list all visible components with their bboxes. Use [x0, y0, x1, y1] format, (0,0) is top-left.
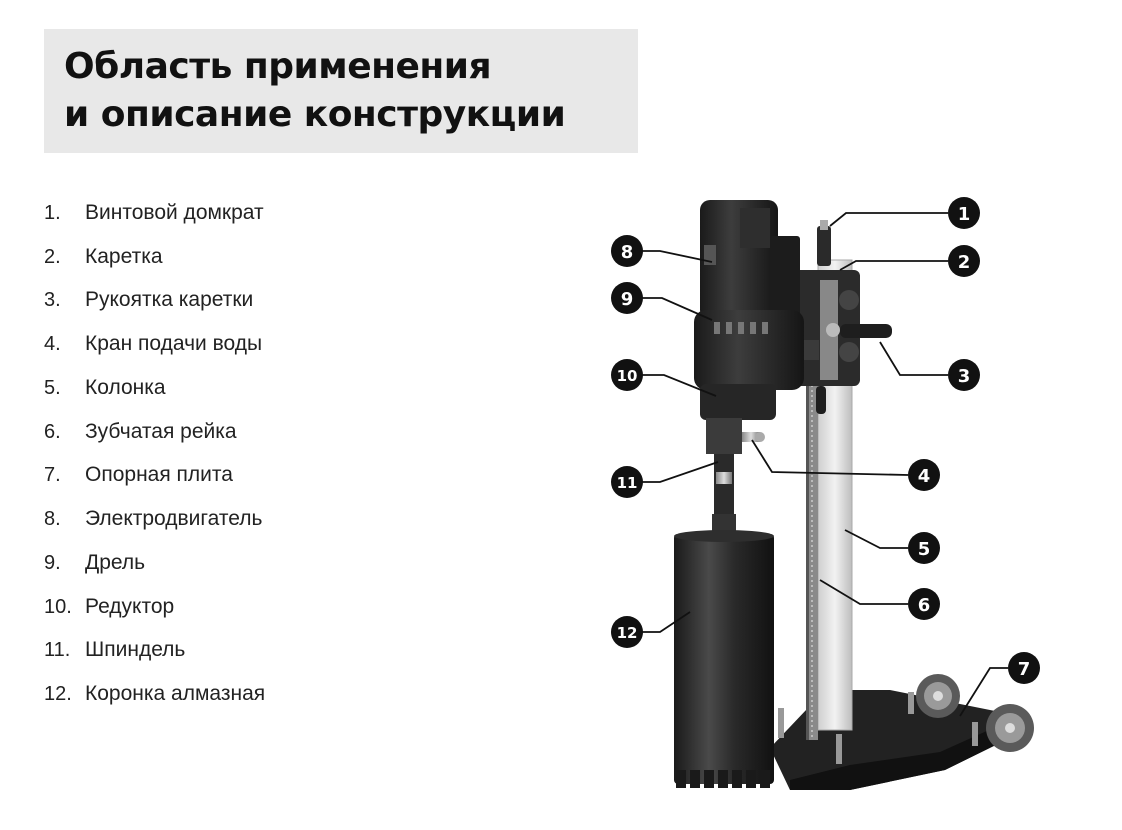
callout-label: 3	[957, 366, 971, 387]
screw-jack	[817, 220, 831, 266]
legend-number: 1.	[44, 202, 61, 224]
water-tap	[742, 432, 765, 442]
legend-label: Шпиндель	[85, 638, 186, 661]
legend-number: 9.	[44, 552, 61, 574]
diamond-core-bit	[674, 530, 774, 788]
callout-10	[611, 359, 643, 391]
callout-1	[948, 197, 980, 229]
legend-label: Рукоятка каретки	[85, 288, 254, 311]
legend-number: 7.	[44, 464, 61, 486]
legend-label: Опорная плита	[85, 463, 233, 486]
callout-9	[611, 282, 643, 314]
legend-number: 8.	[44, 508, 61, 530]
callout-8	[611, 235, 643, 267]
callout-label: 2	[957, 252, 971, 273]
callout-12	[611, 616, 643, 648]
callout-label: 7	[1017, 659, 1031, 680]
legend-label: Редуктор	[85, 595, 175, 618]
legend-number: 6.	[44, 421, 61, 443]
page-title-line-1: Область применения	[64, 46, 492, 87]
callout-label: 1	[957, 204, 971, 225]
page-title-line-2: и описание конструкции	[64, 94, 566, 135]
callout-11	[611, 466, 643, 498]
callout-7	[1008, 652, 1040, 684]
legend-number: 10.	[44, 596, 72, 618]
legend-label: Колонка	[85, 376, 166, 399]
callout-label: 10	[616, 367, 638, 385]
legend-number: 12.	[44, 683, 72, 705]
legend-label: Дрель	[85, 551, 146, 574]
callout-label: 6	[917, 595, 931, 616]
callout-3	[948, 359, 980, 391]
wheel	[916, 674, 960, 718]
legend-label: Кран подачи воды	[85, 332, 263, 355]
callout-2	[948, 245, 980, 277]
callout-4	[908, 459, 940, 491]
callout-label: 5	[917, 539, 931, 560]
callout-label: 11	[616, 474, 638, 492]
legend-number: 11.	[44, 639, 71, 661]
legend-number: 5.	[44, 377, 61, 399]
spindle	[712, 454, 736, 536]
wheel	[986, 704, 1034, 752]
callout-label: 12	[616, 624, 638, 642]
callout-label: 4	[917, 466, 931, 487]
legend-label: Каретка	[85, 245, 163, 268]
legend-label: Зубчатая рейка	[85, 420, 237, 443]
legend-number: 2.	[44, 246, 61, 268]
callout-5	[908, 532, 940, 564]
legend-label: Винтовой домкрат	[85, 201, 264, 224]
legend-number: 3.	[44, 289, 61, 311]
callout-6	[908, 588, 940, 620]
legend-label: Коронка алмазная	[85, 682, 266, 705]
drill-body	[694, 200, 804, 454]
legend-number: 4.	[44, 333, 61, 355]
callout-label: 9	[620, 289, 634, 310]
legend-label: Электродвигатель	[85, 507, 263, 530]
callout-label: 8	[620, 242, 634, 263]
